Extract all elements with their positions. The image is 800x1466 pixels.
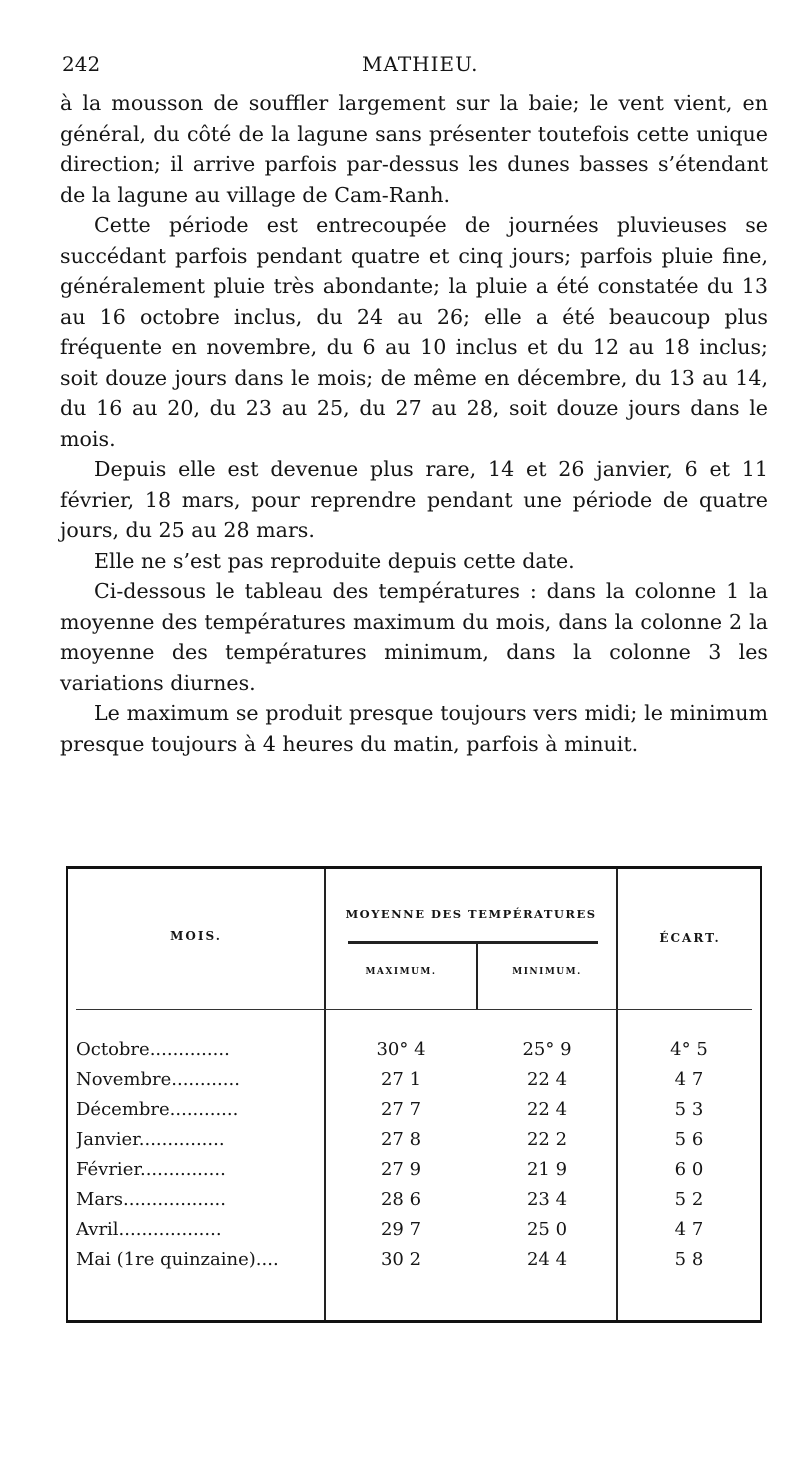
ecart-cell: 5 6 <box>674 1129 704 1150</box>
minimum-cell: 25 0 <box>526 1219 568 1240</box>
minimum-cell: 21 9 <box>526 1159 568 1180</box>
ecart-cell: 4° 5 <box>670 1039 708 1060</box>
ecart-cell: 5 2 <box>674 1189 704 1210</box>
maximum-cell: 27 1 <box>380 1069 422 1090</box>
ecart-cell: 6 0 <box>674 1159 704 1180</box>
header-separator <box>76 1009 752 1010</box>
header-moyenne: MOYENNE DES TEMPÉRATURES <box>345 907 597 921</box>
paragraph-max-min-times: Le maximum se produit presque toujours vers midi; le minimum presque toujours à 4 heures du matin, parfois à minuit. <box>60 701 768 756</box>
maximum-cell: 30 2 <box>380 1249 422 1270</box>
month-cell: Mars.................. <box>76 1189 226 1210</box>
paragraph-continuation: à la mousson de souffler largement sur la baie; le vent vient, en général, du côté de la lagune sans présenter toutefois cette unique direction; il arrive parfois par-dessus les dunes basses s’étendant de la lagune au village de Cam-Ranh. <box>60 91 768 207</box>
table-row <box>68 1039 760 1069</box>
minimum-cell: 25° 9 <box>522 1039 572 1060</box>
maximum-cell: 27 7 <box>380 1099 422 1120</box>
temperature-table <box>66 866 762 1323</box>
table-row <box>68 1069 760 1099</box>
ecart-cell: 4 7 <box>674 1069 704 1090</box>
month-cell: Novembre............ <box>76 1069 240 1090</box>
month-cell: Avril.................. <box>76 1219 222 1240</box>
table-row <box>68 1099 760 1129</box>
table-row <box>68 1129 760 1159</box>
header-minimum: MINIMUM. <box>512 967 582 977</box>
page-number: 242 <box>62 52 101 76</box>
ecart-cell: 5 3 <box>674 1099 704 1120</box>
minimum-cell: 23 4 <box>526 1189 568 1210</box>
month-cell: Décembre............ <box>76 1099 239 1120</box>
month-cell: Février............... <box>76 1159 226 1180</box>
running-head <box>62 52 764 82</box>
minimum-cell: 24 4 <box>526 1249 568 1270</box>
minimum-cell: 22 4 <box>526 1069 568 1090</box>
table-row <box>68 1249 760 1279</box>
table-row <box>68 1219 760 1249</box>
running-title: MATHIEU. <box>362 52 479 76</box>
table-row <box>68 1189 760 1219</box>
ecart-cell: 5 8 <box>674 1249 704 1270</box>
maximum-cell: 27 9 <box>380 1159 422 1180</box>
month-cell: Janvier............... <box>76 1129 225 1150</box>
maximum-cell: 29 7 <box>380 1219 422 1240</box>
header-underline <box>348 941 598 944</box>
maximum-cell: 27 8 <box>380 1129 422 1150</box>
paragraph-no-rain-since: Elle ne s’est pas reproduite depuis cette date. <box>94 548 575 573</box>
paragraph-rarer-rain: Depuis elle est devenue plus rare, 14 et 26 janvier, 6 et 11 février, 18 mars, pour reprendre pendant une période de quatre jours, du 25 au 28 mars. <box>60 457 768 542</box>
paragraph-rain-periods: Cette période est entrecoupée de journées pluvieuses se succédant parfois pendant quatre et cinq jours; parfois pluie fine, généralement pluie très abondante; la pluie a été constatée du 13 au 16 octobre inclus, du 24 au 26; elle a été beaucoup plus fréquente en novembre, du 6 au 10 inclus et du 12 au 18 inclus; soit douze jours dans le mois; de même en décembre, du 13 au 14, du 16 au 20, du 23 au 25, du 27 au 28, soit douze jours dans le mois. <box>60 213 768 451</box>
maximum-cell: 30° 4 <box>376 1039 426 1060</box>
minimum-cell: 22 2 <box>526 1129 568 1150</box>
table-row <box>68 1159 760 1189</box>
header-ecart: ÉCART. <box>659 931 721 945</box>
ecart-cell: 4 7 <box>674 1219 704 1240</box>
header-mois: MOIS. <box>170 929 222 943</box>
minimum-cell: 22 4 <box>526 1099 568 1120</box>
month-cell: Octobre.............. <box>76 1039 230 1060</box>
paragraph-table-intro: Ci-dessous le tableau des températures : dans la colonne 1 la moyenne des températures maximum du mois, dans la colonne 2 la moyenne des températures minimum, dans la colonne 3 les variations diurnes. <box>60 579 768 695</box>
header-maximum: MAXIMUM. <box>365 967 437 977</box>
maximum-cell: 28 6 <box>380 1189 422 1210</box>
month-cell: Mai (1re quinzaine).... <box>76 1249 279 1270</box>
body-text <box>60 88 768 759</box>
